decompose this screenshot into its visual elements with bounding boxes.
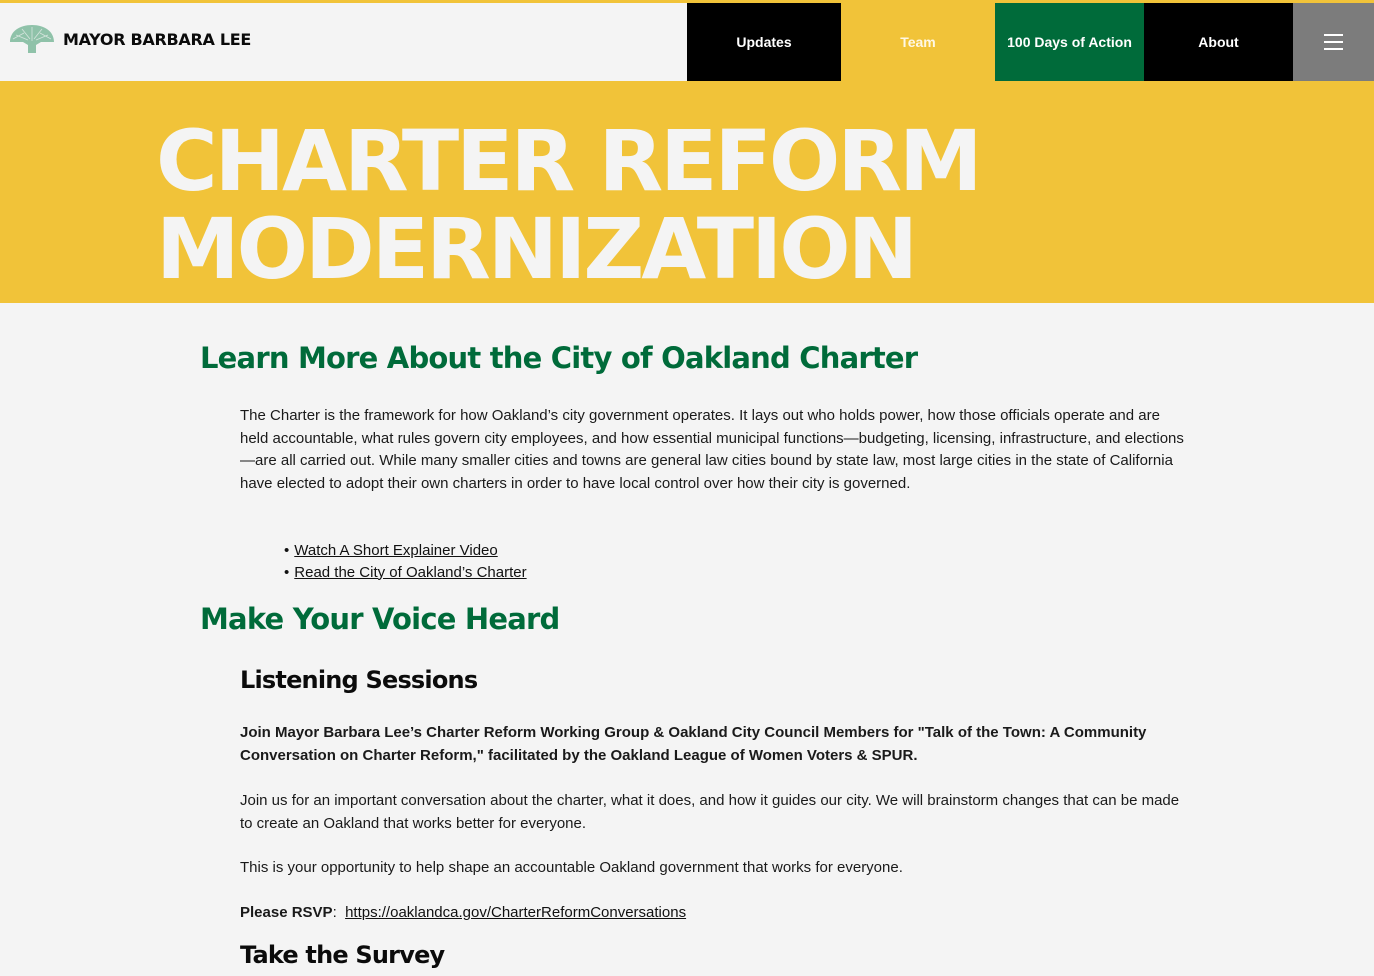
nav-team[interactable]: Team	[841, 3, 995, 81]
explainer-video-link[interactable]: Watch A Short Explainer Video	[294, 542, 498, 559]
nav-about[interactable]: About	[1144, 3, 1293, 81]
page-title-line-1: CHARTER REFORM	[156, 112, 980, 210]
make-voice-heard-heading: Make Your Voice Heard	[200, 602, 560, 636]
nav-100-days-of-action[interactable]: 100 Days of Action	[995, 3, 1144, 81]
rsvp-separator: :	[332, 904, 346, 921]
site-header	[0, 3, 1374, 81]
hamburger-menu-icon[interactable]	[1293, 3, 1374, 81]
oak-tree-icon	[8, 23, 56, 55]
page-title	[156, 112, 980, 298]
home-link[interactable]	[8, 23, 251, 55]
rsvp-line	[240, 902, 1190, 925]
page-title-line-2: MODERNIZATION	[156, 200, 915, 298]
hero-banner	[0, 81, 1374, 303]
list-item	[284, 540, 527, 562]
list-item	[284, 562, 527, 584]
nav-updates[interactable]: Updates	[687, 3, 841, 81]
learn-more-heading: Learn More About the City of Oakland Charter	[200, 341, 918, 375]
rsvp-link[interactable]: https://oaklandca.gov/CharterReformConversations	[345, 904, 687, 921]
listening-sessions-heading: Listening Sessions	[240, 666, 478, 694]
listening-paragraph-1: Join us for an important conversation about the charter, what it does, and how it guides our city. We will brainstorm changes that can be made to create an Oakland that works better for everyone.	[240, 792, 1180, 832]
charter-links-list	[284, 540, 527, 583]
read-charter-link[interactable]: Read the City of Oakland’s Charter	[294, 563, 527, 581]
charter-description: The Charter is the framework for how Oakland’s city government operates. It lays out who holds power, how those officials operate and are held accountable, what rules govern city employees, and how essential municipal functions—budgeting, licensing, infrastructure, and elections—are all carried out. While many smaller cities and towns are general law cities bound by state law, most large cities in the state of California have elected to adopt their own charters in order to have local control over how their city is governed.	[240, 407, 1184, 492]
main-nav	[687, 3, 1374, 81]
rsvp-label: Please RSVP	[240, 904, 333, 921]
listening-paragraph-2: This is your opportunity to help shape an accountable Oakland government that works for everyone.	[240, 859, 903, 876]
take-survey-heading: Take the Survey	[240, 941, 445, 969]
listening-intro: Join Mayor Barbara Lee’s Charter Reform Working Group & Oakland City Council Members for "Talk of the Town: A Community Conversation on Charter Reform," facilitated by the Oakland League of Women Voters & SPUR.	[240, 724, 1147, 764]
brand-name: MAYOR BARBARA LEE	[63, 29, 251, 49]
